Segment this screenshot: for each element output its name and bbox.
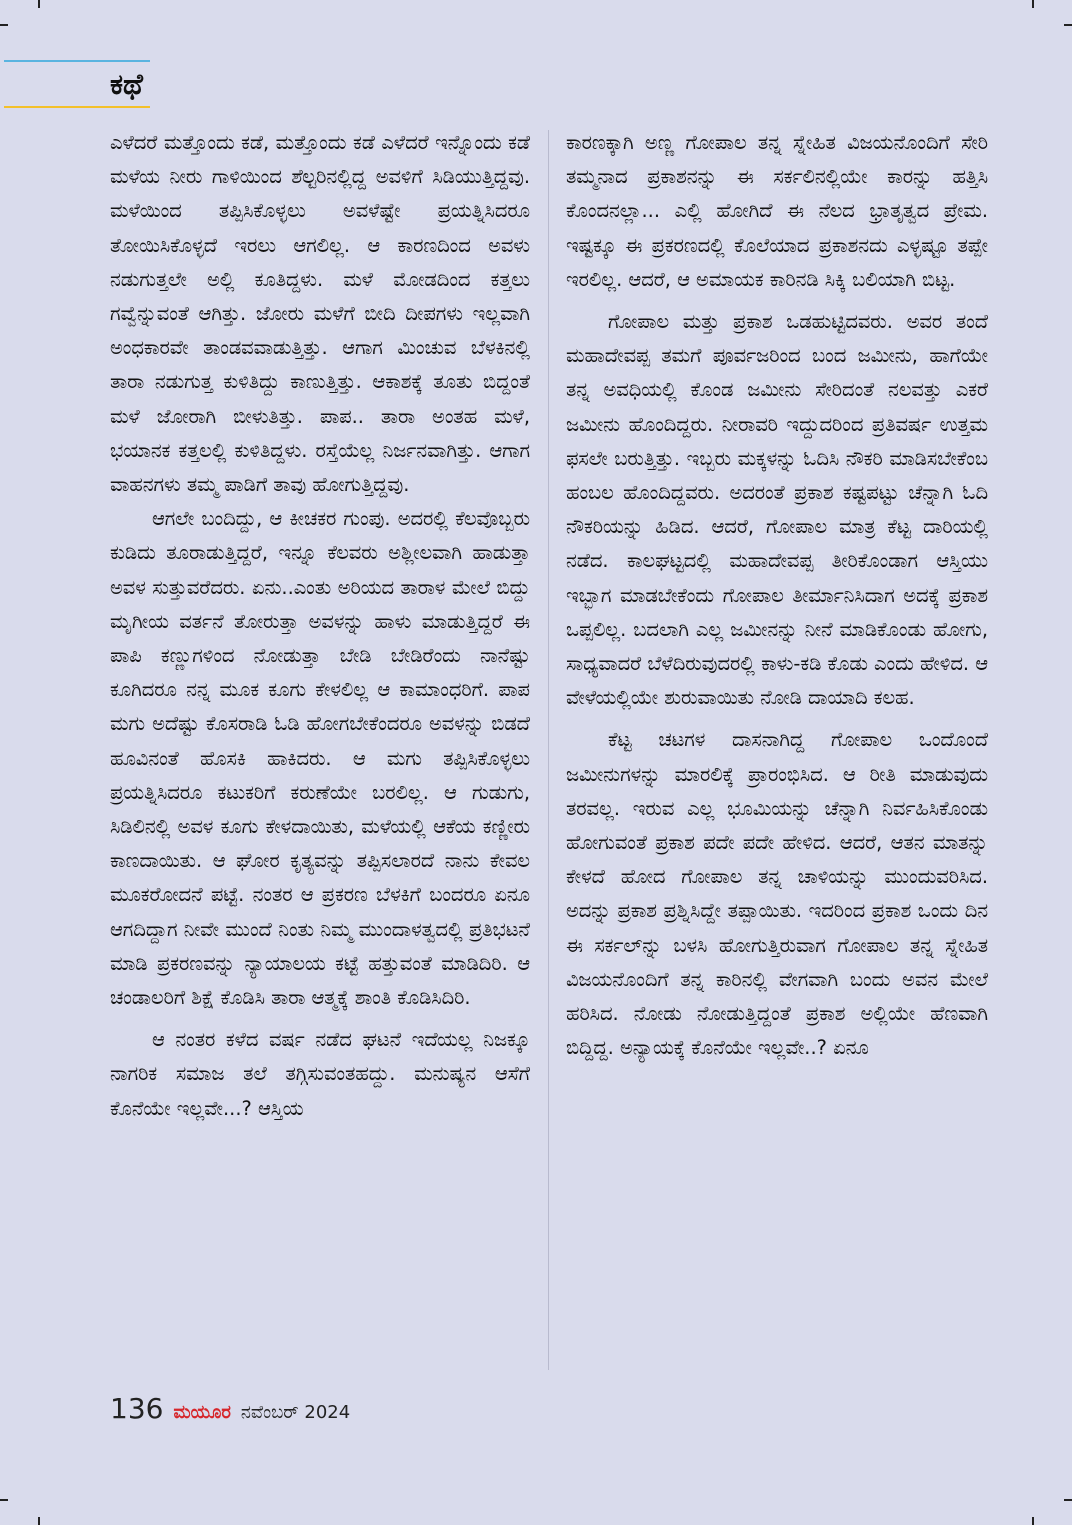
header-rule-bottom bbox=[4, 106, 150, 108]
left-column bbox=[110, 126, 530, 1126]
paragraph: ಕೆಟ್ಟ ಚಟಗಳ ದಾಸನಾಗಿದ್ದ ಗೋಪಾಲ ಒಂದೊಂದೆ ಜಮೀನುಗಳನ್ನು ಮಾರಲಿಕ್ಕೆ ಪ್ರಾರಂಭಿಸಿದ. ಆ ರೀತಿ ಮಾಡುವುದು ತರವಲ್ಲ. ಇರುವ ಎಲ್ಲ ಭೂಮಿಯನ್ನು ಚೆನ್ನಾಗಿ ನಿರ್ವಹಿಸಿಕೊಂಡು ಹೋಗುವಂತೆ ಪ್ರಕಾಶ ಪದೇ ಪದೇ ಹೇಳಿದ. ಆದರೆ, ಆತನ ಮಾತನ್ನು ಕೇಳದೆ ಹೋದ ಗೋಪಾಲ ತನ್ನ ಚಾಳಿಯನ್ನು ಮುಂದುವರಿಸಿದ. ಅದನ್ನು ಪ್ರಕಾಶ ಪ್ರಶ್ನಿಸಿದ್ದೇ ತಪ್ಪಾಯಿತು. ಇದರಿಂದ ಪ್ರಕಾಶ ಒಂದು ದಿನ ಈ ಸರ್ಕಲ್‌ನ್ನು ಬಳಸಿ ಹೋಗುತ್ತಿರುವಾಗ ಗೋಪಾಲ ತನ್ನ ಸ್ನೇಹಿತ ವಿಜಯನೊಂದಿಗೆ ತನ್ನ ಕಾರಿನಲ್ಲಿ ವೇಗವಾಗಿ ಬಂದು ಅವನ ಮೇಲೆ ಹರಿಸಿದ. ನೋಡು ನೋಡುತ್ತಿದ್ದಂತೆ ಪ್ರಕಾಶ ಅಲ್ಲಿಯೇ ಹೆಣವಾಗಿ ಬಿದ್ದಿದ್ದ. ಅನ್ಯಾಯಕ್ಕೆ ಕೊನೆಯೇ ಇಲ್ಲವೇ..? ಏನೂ bbox=[566, 728, 988, 1060]
page-footer bbox=[110, 1392, 350, 1432]
header-rule-top bbox=[4, 60, 150, 62]
crop-mark bbox=[38, 1517, 40, 1525]
crop-mark bbox=[1032, 1517, 1034, 1525]
crop-mark bbox=[1064, 1499, 1072, 1501]
crop-mark bbox=[0, 1499, 8, 1501]
paragraph: ಗೋಪಾಲ ಮತ್ತು ಪ್ರಕಾಶ ಒಡಹುಟ್ಟಿದವರು. ಅವರ ತಂದೆ ಮಹಾದೇವಪ್ಪ ತಮಗೆ ಪೂರ್ವಜರಿಂದ ಬಂದ ಜಮೀನು, ಹಾಗೆಯೇ ತನ್ನ ಅವಧಿಯಲ್ಲಿ ಕೊಂಡ ಜಮೀನು ಸೇರಿದಂತೆ ನಲವತ್ತು ಎಕರೆ ಜಮೀನು ಹೊಂದಿದ್ದರು. ನೀರಾವರಿ ಇದ್ದುದರಿಂದ ಪ್ರತಿವರ್ಷ ಉತ್ತಮ ಫಸಲೇ ಬರುತ್ತಿತ್ತು. ಇಬ್ಬರು ಮಕ್ಕಳನ್ನು ಓದಿಸಿ ನೌಕರಿ ಮಾಡಿಸಬೇಕೆಂಬ ಹಂಬಲ ಹೊಂದಿದ್ದವರು. ಅದರಂತೆ ಪ್ರಕಾಶ ಕಷ್ಟಪಟ್ಟು ಚೆನ್ನಾಗಿ ಓದಿ ನೌಕರಿಯನ್ನು ಹಿಡಿದ. ಆದರೆ, ಗೋಪಾಲ ಮಾತ್ರ ಕೆಟ್ಟ ದಾರಿಯಲ್ಲಿ ನಡೆದ. ಕಾಲಘಟ್ಟದಲ್ಲಿ ಮಹಾದೇವಪ್ಪ ತೀರಿಕೊಂಡಾಗ ಆಸ್ತಿಯು ಇಬ್ಭಾಗ ಮಾಡಬೇಕೆಂದು ಗೋಪಾಲ ತೀರ್ಮಾನಿಸಿದಾಗ ಅದಕ್ಕೆ ಪ್ರಕಾಶ ಒಪ್ಪಲಿಲ್ಲ. ಬದಲಾಗಿ ಎಲ್ಲ ಜಮೀನನ್ನು ನೀನೆ ಮಾಡಿಕೊಂಡು ಹೋಗು, ಸಾಧ್ಯವಾದರೆ ಬೆಳೆದಿರುವುದರಲ್ಲಿ ಕಾಳು-ಕಡಿ ಕೊಡು ಎಂದು ಹೇಳಿದ. ಆ ವೇಳೆಯಲ್ಲಿಯೇ ಶುರುವಾಯಿತು ನೋಡಿ ದಾಯಾದಿ ಕಲಹ. bbox=[566, 310, 988, 710]
magazine-name: ಮಯೂರ bbox=[173, 1402, 231, 1423]
issue-date: ನವೆಂಬರ್ 2024 bbox=[240, 1402, 351, 1423]
crop-mark bbox=[0, 24, 8, 26]
crop-mark bbox=[1032, 0, 1034, 8]
paragraph: ಕಾರಣಕ್ಕಾಗಿ ಅಣ್ಣ ಗೋಪಾಲ ತನ್ನ ಸ್ನೇಹಿತ ವಿಜಯನೊಂದಿಗೆ ಸೇರಿ ತಮ್ಮನಾದ ಪ್ರಕಾಶನನ್ನು ಈ ಸರ್ಕಲಿನಲ್ಲಿಯೇ ಕಾರನ್ನು ಹತ್ತಿಸಿ ಕೊಂದನಲ್ಲಾ... ಎಲ್ಲಿ ಹೋಗಿದೆ ಈ ನೆಲದ ಭ್ರಾತೃತ್ವದ ಪ್ರೇಮ. ಇಷ್ಟಕ್ಕೂ ಈ ಪ್ರಕರಣದಲ್ಲಿ ಕೊಲೆಯಾದ ಪ್ರಕಾಶನದು ಎಳ್ಳಷ್ಟೂ ತಪ್ಪೇ ಇರಲಿಲ್ಲ. ಆದರೆ, ಆ ಅಮಾಯಕ ಕಾರಿನಡಿ ಸಿಕ್ಕಿ ಬಲಿಯಾಗಿ ಬಿಟ್ಟ. bbox=[566, 131, 988, 291]
paragraph: ಆ ನಂತರ ಕಳೆದ ವರ್ಷ ನಡೆದ ಘಟನೆ ಇದೆಯಲ್ಲ ನಿಜಕ್ಕೂ ನಾಗರಿಕ ಸಮಾಜ ತಲೆ ತಗ್ಗಿಸುವಂತಹದ್ದು. ಮನುಷ್ಯನ ಆಸೆಗೆ ಕೊನೆಯೇ ಇಲ್ಲವೇ...? ಆಸ್ತಿಯ bbox=[110, 1028, 530, 1120]
crop-mark bbox=[1064, 24, 1072, 26]
right-column bbox=[566, 126, 988, 1065]
page-number: 136 bbox=[110, 1392, 164, 1425]
crop-mark bbox=[38, 0, 40, 8]
section-title: ಕಥೆ bbox=[110, 67, 143, 101]
paragraph: ಆಗಲೇ ಬಂದಿದ್ದು, ಆ ಕೀಚಕರ ಗುಂಪು. ಅದರಲ್ಲಿ ಕೆಲವೊಬ್ಬರು ಕುಡಿದು ತೂರಾಡುತ್ತಿದ್ದರೆ, ಇನ್ನೂ ಕೆಲವರು ಅಶ್ಲೀಲವಾಗಿ ಹಾಡುತ್ತಾ ಅವಳ ಸುತ್ತುವರೆದರು. ಏನು..ಎಂತು ಅರಿಯದ ತಾರಾಳ ಮೇಲೆ ಬಿದ್ದು ಮೃಗೀಯ ವರ್ತನೆ ತೋರುತ್ತಾ ಅವಳನ್ನು ಹಾಳು ಮಾಡುತ್ತಿದ್ದರೆ ಈ ಪಾಪಿ ಕಣ್ಣುಗಳಿಂದ ನೋಡುತ್ತಾ ಬೇಡಿ ಬೇಡಿರೆಂದು ನಾನೆಷ್ಟು ಕೂಗಿದರೂ ನನ್ನ ಮೂಕ ಕೂಗು ಕೇಳಲಿಲ್ಲ ಆ ಕಾಮಾಂಧರಿಗೆ. ಪಾಪ ಮಗು ಅದೆಷ್ಟು ಕೊಸರಾಡಿ ಓಡಿ ಹೋಗಬೇಕೆಂದರೂ ಅವಳನ್ನು ಬಿಡದೆ ಹೂವಿನಂತೆ ಹೊಸಕಿ ಹಾಕಿದರು. ಆ ಮಗು ತಪ್ಪಿಸಿಕೊಳ್ಳಲು ಪ್ರಯತ್ನಿಸಿದರೂ ಕಟುಕರಿಗೆ ಕರುಣೆಯೇ ಬರಲಿಲ್ಲ. ಆ ಗುಡುಗು, ಸಿಡಿಲಿನಲ್ಲಿ ಅವಳ ಕೂಗು ಕೇಳದಾಯಿತು, ಮಳೆಯಲ್ಲಿ ಆಕೆಯ ಕಣ್ಣೀರು ಕಾಣದಾಯಿತು. ಆ ಘೋರ ಕೃತ್ಯವನ್ನು ತಪ್ಪಿಸಲಾರದೆ ನಾನು ಕೇವಲ ಮೂಕರೋದನೆ ಪಟ್ಟೆ. ನಂತರ ಆ ಪ್ರಕರಣ ಬೆಳಕಿಗೆ ಬಂದರೂ ಏನೂ ಆಗದಿದ್ದಾಗ ನೀವೇ ಮುಂದೆ ನಿಂತು ನಿಮ್ಮ ಮುಂದಾಳತ್ವದಲ್ಲಿ ಪ್ರತಿಭಟನೆ ಮಾಡಿ ಪ್ರಕರಣವನ್ನು ನ್ಯಾಯಾಲಯ ಕಟ್ಟೆ ಹತ್ತುವಂತೆ ಮಾಡಿದಿರಿ. ಆ ಚಂಡಾಲರಿಗೆ ಶಿಕ್ಷೆ ಕೊಡಿಸಿ ತಾರಾ ಆತ್ಮಕ್ಕೆ ಶಾಂತಿ ಕೊಡಿಸಿದಿರಿ. bbox=[110, 507, 530, 1010]
column-divider bbox=[548, 130, 549, 1370]
paragraph: ಎಳೆದರೆ ಮತ್ತೊಂದು ಕಡೆ, ಮತ್ತೊಂದು ಕಡೆ ಎಳೆದರೆ ಇನ್ನೊಂದು ಕಡೆ ಮಳೆಯ ನೀರು ಗಾಳಿಯಿಂದ ಶೆಲ್ಟರಿನಲ್ಲಿದ್ದ ಅವಳಿಗೆ ಸಿಡಿಯುತ್ತಿದ್ದವು. ಮಳೆಯಿಂದ ತಪ್ಪಿಸಿಕೊಳ್ಳಲು ಅವಳೆಷ್ಟೇ ಪ್ರಯತ್ನಿಸಿದರೂ ತೋಯಿಸಿಕೊಳ್ಳದೆ ಇರಲು ಆಗಲಿಲ್ಲ. ಆ ಕಾರಣದಿಂದ ಅವಳು ನಡುಗುತ್ತಲೇ ಅಲ್ಲಿ ಕೂತಿದ್ದಳು. ಮಳೆ ಮೋಡದಿಂದ ಕತ್ತಲು ಗವ್ವೆನ್ನುವಂತೆ ಆಗಿತ್ತು. ಜೋರು ಮಳೆಗೆ ಬೀದಿ ದೀಪಗಳು ಇಲ್ಲವಾಗಿ ಅಂಧಕಾರವೇ ತಾಂಡವವಾಡುತ್ತಿತ್ತು. ಆಗಾಗ ಮಿಂಚುವ ಬೆಳಕಿನಲ್ಲಿ ತಾರಾ ನಡುಗುತ್ತ ಕುಳಿತಿದ್ದು ಕಾಣುತ್ತಿತ್ತು. ಆಕಾಶಕ್ಕೆ ತೂತು ಬಿದ್ದಂತೆ ಮಳೆ ಜೋರಾಗಿ ಬೀಳುತಿತ್ತು. ಪಾಪ.. ತಾರಾ ಅಂತಹ ಮಳೆ, ಭಯಾನಕ ಕತ್ತಲಲ್ಲಿ ಕುಳಿತಿದ್ದಳು. ರಸ್ತೆಯೆಲ್ಲ ನಿರ್ಜನವಾಗಿತ್ತು. ಆಗಾಗ ವಾಹನಗಳು ತಮ್ಮ ಪಾಡಿಗೆ ತಾವು ಹೋಗುತ್ತಿದ್ದವು. bbox=[110, 131, 530, 497]
